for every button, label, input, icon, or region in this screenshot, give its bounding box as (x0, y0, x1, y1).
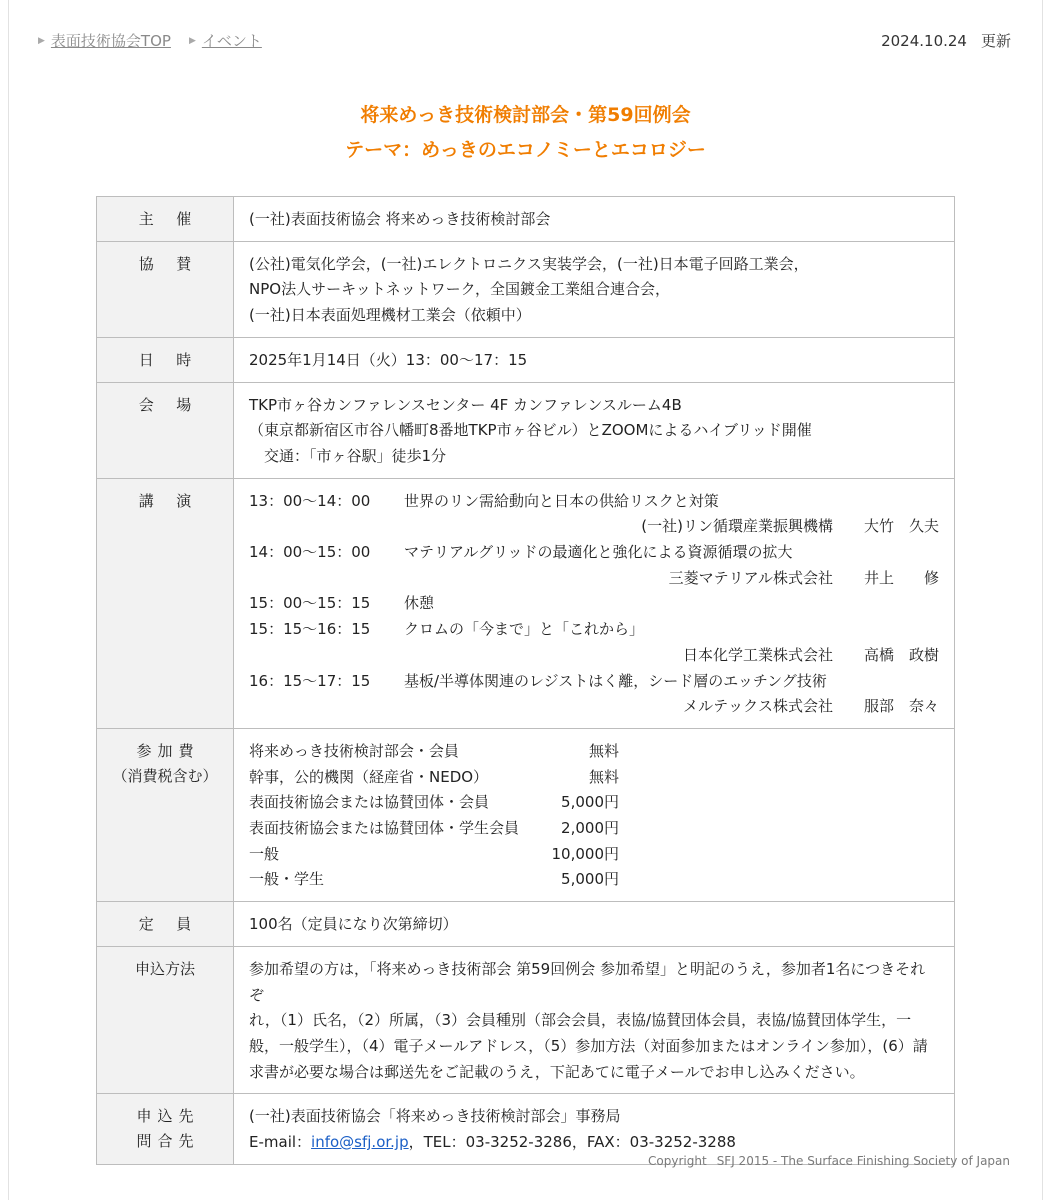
application-line: れ，（1）氏名，（2）所属，（3）会員種別（部会会員，表協/協賛団体会員，表協/協賛団体学生，一 (249, 1011, 912, 1030)
cosponsor-line: NPO法人サーキットネットワーク，全国鍍金工業組合連合会， (249, 280, 671, 299)
triangle-right-icon: ▶ (38, 35, 45, 46)
fee-price: 5,000円 (561, 793, 619, 812)
contact-line (249, 1130, 939, 1156)
lecture-speaker (249, 694, 939, 720)
value-venue (234, 382, 955, 478)
lecture-title: 基板/半導体関連のレジストはく離，シード層のエッチング技術 (404, 671, 827, 690)
footer-copyright (648, 1154, 1010, 1168)
breadcrumb (38, 30, 262, 51)
breadcrumb-link-top[interactable]: 表面技術協会TOP (50, 32, 171, 50)
venue-line: TKP市ヶ谷カンファレンスセンター 4F カンファレンスルーム4B (249, 395, 682, 414)
breadcrumb-link-events[interactable]: イベント (201, 32, 262, 50)
fee-name: 一般・学生 (249, 870, 325, 889)
venue-line: （東京都新宿区市谷八幡町8番地TKP市ヶ谷ビル）とZOOMによるハイブリッド開催 (249, 421, 812, 440)
speaker-org: (一社)リン循環産業振興機構 (641, 517, 833, 536)
lecture-time: 15：15〜16：15 (249, 620, 371, 639)
lecture-row-break (249, 591, 939, 617)
fee-name: 表面技術協会または協賛団体・学生会員 (249, 819, 520, 838)
updated-label: 更新 (980, 32, 1011, 50)
fee-name: 将来めっき技術検討部会・会員 (249, 741, 459, 760)
label-cosponsor: 協賛 (97, 241, 234, 337)
speaker-org: 日本化学工業株式会社 (682, 645, 833, 664)
fee-price: 5,000円 (561, 870, 619, 889)
fee-row (249, 765, 619, 791)
fee-row (249, 739, 619, 765)
fee-name: 幹事，公的機関（経産省・NEDO） (249, 767, 489, 786)
value-fees (234, 728, 955, 901)
application-line: 般，一般学生），（4）電子メールアドレス，（5）参加方法（対面参加またはオンライン参加），(6）請 (249, 1036, 928, 1055)
updated-date: 2024.10.24 (881, 32, 967, 50)
row-application (97, 946, 955, 1094)
speaker-name: 大竹 久夫 (863, 517, 939, 536)
email-link[interactable]: info@sfj.or.jp (311, 1133, 409, 1152)
fee-row (249, 816, 619, 842)
lecture-time: 15：00〜15：15 (249, 594, 371, 613)
page-title: 将来めっき技術検討部会・第59回例会 (360, 104, 691, 126)
application-line: 参加希望の方は，「将来めっき技術部会 第59回例会 参加希望」と明記のうえ，参加者1名につきそれぞ (249, 959, 926, 1004)
label-venue: 会場 (97, 382, 234, 478)
row-lectures (97, 478, 955, 728)
row-organizer (97, 197, 955, 242)
speaker-org: メルテックス株式会社 (683, 697, 833, 716)
contact-office: (一社)表面技術協会「将来めっき技術検討部会」事務局 (249, 1107, 621, 1126)
speaker-org: 三菱マテリアル株式会社 (668, 568, 833, 587)
event-info-table (96, 196, 955, 1165)
speaker-name: 服部 奈々 (863, 697, 939, 716)
row-fees (97, 728, 955, 901)
fee-row (249, 867, 619, 893)
value-datetime: 2025年1月14日（火）13：00〜17：15 (234, 337, 955, 382)
email-prefix: E-mail： (249, 1133, 312, 1152)
label-datetime: 日時 (97, 337, 234, 382)
lecture-speaker (249, 643, 939, 669)
tel-fax: ，TEL：03-3252-3286，FAX：03-3252-3288 (408, 1133, 736, 1152)
venue-line: 交通：「市ヶ谷駅」徒歩1分 (249, 446, 447, 465)
fee-name: 表面技術協会または協賛団体・会員 (249, 793, 490, 812)
application-line: 求書が必要な場合は郵送先をご記載のうえ，下記あてに電子メールでお申し込みください。 (249, 1062, 865, 1081)
value-lectures (234, 478, 955, 728)
lecture-title: 世界のリン需給動向と日本の供給リスクと対策 (404, 491, 719, 510)
speaker-name: 高橋 政樹 (863, 645, 939, 664)
row-cosponsor (97, 241, 955, 337)
lecture-time: 14：00〜15：00 (249, 543, 371, 562)
breadcrumb-item-top (38, 30, 171, 51)
lecture-row (249, 489, 939, 515)
breadcrumb-item-events (189, 30, 262, 51)
fee-price: 10,000円 (551, 844, 619, 863)
label-organizer: 主催 (97, 197, 234, 242)
cosponsor-line: (一社)日本表面処理機材工業会（依頼中） (249, 306, 531, 325)
copyright-text: SFJ 2015 - The Surface Finishing Society of Japan (716, 1154, 1010, 1168)
updated-stamp (881, 30, 1011, 51)
value-organizer: (一社)表面技術協会 将来めっき技術検討部会 (234, 197, 955, 242)
value-cosponsor (234, 241, 955, 337)
cosponsor-line: (公社)電気化学会，(一社)エレクトロニクス実装学会，(一社)日本電子回路工業会， (249, 254, 809, 273)
lecture-row (249, 617, 939, 643)
fee-price: 2,000円 (561, 819, 619, 838)
label-capacity: 定員 (97, 902, 234, 947)
row-capacity (97, 902, 955, 947)
page-theme: テーマ：めっきのエコノミーとエコロジー (345, 139, 706, 161)
lecture-title: マテリアルグリッドの最適化と強化による資源循環の拡大 (404, 543, 793, 562)
lecture-speaker (249, 566, 939, 592)
fee-row (249, 790, 619, 816)
top-bar (38, 30, 1011, 52)
label-fees: 参加費 （消費税含む） (97, 728, 234, 901)
label-lectures: 講演 (97, 478, 234, 728)
fee-price: 無料 (588, 767, 619, 786)
row-datetime (97, 337, 955, 382)
label-application: 申込方法 (97, 946, 234, 1094)
copyright-label: Copyright (648, 1154, 707, 1168)
lecture-row (249, 540, 939, 566)
lecture-time: 13：00〜14：00 (249, 491, 371, 510)
fee-row (249, 842, 619, 868)
row-venue (97, 382, 955, 478)
speaker-name: 井上 修 (863, 568, 939, 587)
lecture-speaker (249, 514, 939, 540)
fee-price: 無料 (588, 741, 619, 760)
lecture-title: クロムの「今まで」と「これから」 (404, 620, 645, 639)
value-capacity: 100名（定員になり次第締切） (234, 902, 955, 947)
label-fees-sub: （消費税含む） (112, 766, 218, 785)
label-contact: 申込先 問合先 (97, 1094, 234, 1164)
value-application (234, 946, 955, 1094)
lecture-time: 16：15〜17：15 (249, 671, 371, 690)
fee-name: 一般 (249, 844, 280, 863)
lecture-row (249, 669, 939, 695)
triangle-right-icon: ▶ (188, 35, 196, 46)
lecture-title: 休憩 (404, 594, 435, 613)
